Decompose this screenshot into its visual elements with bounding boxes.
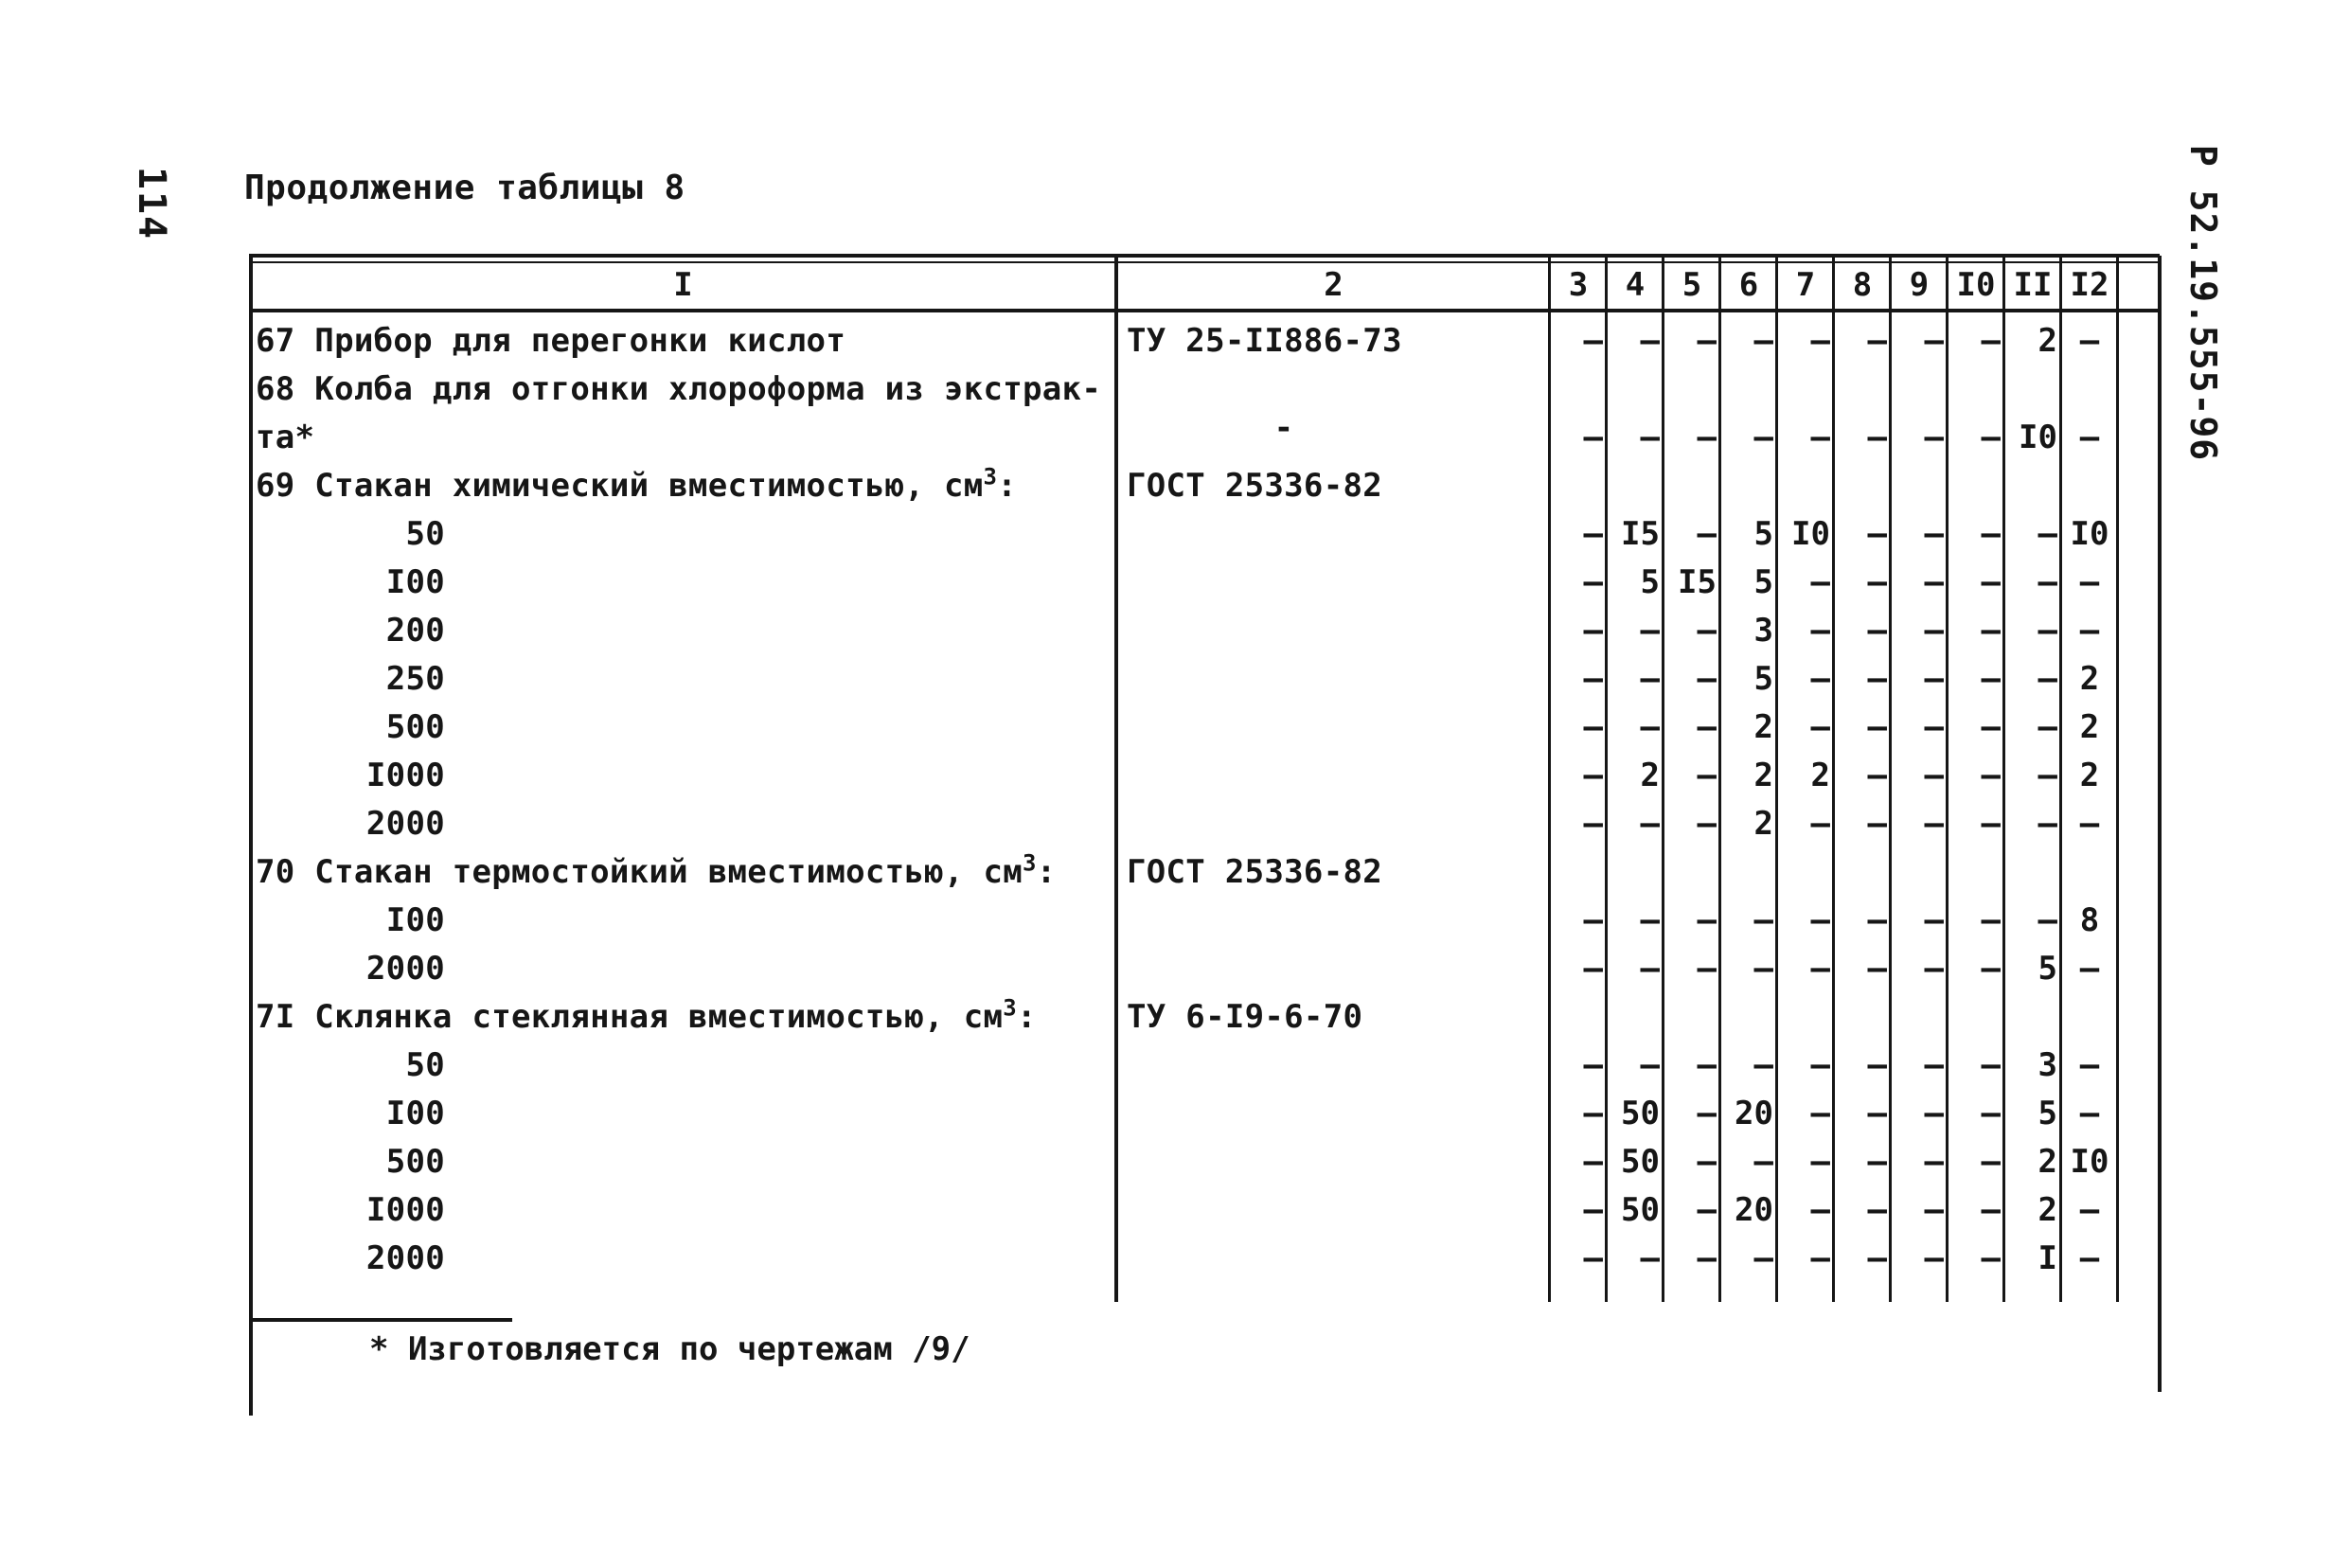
table-cell: —: [2079, 950, 2100, 988]
table-cell: 2: [1640, 757, 1660, 794]
table-cell: —: [1753, 1046, 1773, 1084]
table-cell: —: [1981, 950, 2001, 988]
table-cell: 5: [1753, 660, 1773, 698]
table-cell: —: [1810, 1239, 1830, 1277]
table-cell: —: [1924, 950, 1944, 988]
table-cell: —: [1867, 708, 1887, 746]
row-subitem-label: 50: [405, 515, 445, 553]
table-cell: I5: [1678, 563, 1717, 601]
table-cell: —: [1583, 1143, 1603, 1181]
table-cell: —: [2079, 1095, 2100, 1132]
table-cell: —: [1867, 419, 1887, 456]
table-cell: —: [2038, 515, 2057, 553]
column-header: 7: [1795, 266, 1816, 304]
table-cell: —: [1867, 660, 1887, 698]
table-cell: 5: [2038, 950, 2057, 988]
table-cell: —: [1583, 1095, 1603, 1132]
table-cell: —: [1810, 563, 1830, 601]
table-cell: —: [2079, 1239, 2100, 1277]
table-cell: —: [1867, 563, 1887, 601]
footnote-rule: [249, 1318, 512, 1322]
table-cell: 50: [1621, 1095, 1660, 1132]
table-cell: —: [1810, 901, 1830, 939]
table-cell: 20: [1735, 1095, 1773, 1132]
normative-document: ГОСТ 25336-82: [1127, 467, 1383, 505]
table-caption: Продолжение таблицы 8: [244, 169, 685, 207]
column-header: 9: [1909, 266, 1930, 304]
table-cell: —: [1867, 757, 1887, 794]
table-cell: I0: [2019, 419, 2057, 456]
table-cell: —: [1810, 1046, 1830, 1084]
row-subitem-label: 2000: [365, 950, 445, 988]
table-cell: —: [2038, 660, 2057, 698]
normative-document: -: [1273, 409, 1294, 447]
table-cell: —: [1810, 419, 1830, 456]
table-cell: —: [1981, 757, 2001, 794]
table-cell: —: [1583, 1239, 1603, 1277]
table-cell: —: [1583, 805, 1603, 843]
table-cell: —: [1640, 660, 1660, 698]
footnote: * Изготовляется по чертежам /9/: [369, 1330, 970, 1368]
table-cell: —: [1924, 1095, 1944, 1132]
table-cell: —: [2079, 419, 2100, 456]
table-cell: —: [1753, 901, 1773, 939]
table-cell: —: [1583, 612, 1603, 650]
table-cell: 5: [1640, 563, 1660, 601]
column-header: 6: [1738, 266, 1759, 304]
table-cell: —: [1981, 1095, 2001, 1132]
table-cell: I5: [1621, 515, 1660, 553]
table-cell: —: [1583, 901, 1603, 939]
table-cell: —: [1981, 612, 2001, 650]
table-cell: —: [1981, 419, 2001, 456]
table-cell: —: [1753, 419, 1773, 456]
column-header: 3: [1568, 266, 1589, 304]
table-cell: —: [1697, 1046, 1717, 1084]
table-cell: —: [1640, 950, 1660, 988]
table-cell: —: [2038, 901, 2057, 939]
table-cell: —: [1924, 1239, 1944, 1277]
column-divider: [1114, 256, 1118, 1302]
table-cell: 2: [2079, 660, 2100, 698]
table-cell: —: [1697, 515, 1717, 553]
table-cell: —: [1867, 1095, 1887, 1132]
table-cell: —: [1810, 805, 1830, 843]
column-header: 8: [1852, 266, 1873, 304]
table-cell: —: [1924, 660, 1944, 698]
table-cell: —: [1583, 322, 1603, 360]
row-subitem-label: 2000: [365, 805, 445, 843]
table-cell: —: [2079, 805, 2100, 843]
table-cell: —: [1924, 515, 1944, 553]
table-cell: 8: [2079, 901, 2100, 939]
table-cell: —: [1753, 1239, 1773, 1277]
table-cell: —: [1697, 901, 1717, 939]
row-subitem-label: I00: [385, 563, 445, 601]
table-cell: —: [1867, 1191, 1887, 1229]
table-cell: —: [1583, 563, 1603, 601]
table-cell: —: [1867, 901, 1887, 939]
column-header: I: [673, 266, 693, 304]
table-cell: —: [1981, 1191, 2001, 1229]
row-label: 69 Стакан химический вместимостью, $см^3$:: [256, 463, 1018, 505]
row-subitem-label: I000: [365, 1191, 445, 1229]
table-cell: 3: [1753, 612, 1773, 650]
table-cell: 2: [2038, 1191, 2057, 1229]
table-cell: —: [1924, 901, 1944, 939]
table-cell: —: [1697, 708, 1717, 746]
table-cell: —: [1867, 1143, 1887, 1181]
table-cell: I0: [2070, 1143, 2109, 1181]
row-subitem-label: 500: [385, 708, 445, 746]
normative-document: ГОСТ 25336-82: [1127, 853, 1383, 891]
normative-document: ТУ 6-I9-6-70: [1127, 998, 1363, 1036]
table-cell: —: [1697, 419, 1717, 456]
table-cell: —: [1697, 805, 1717, 843]
table-cell: I: [2038, 1239, 2057, 1277]
row-label: 70 Стакан термостойкий вместимостью, $см^3$:: [256, 849, 1057, 891]
table-cell: —: [1924, 419, 1944, 456]
column-header: I2: [2070, 266, 2109, 304]
table-cell: —: [1640, 708, 1660, 746]
table-cell: —: [2079, 612, 2100, 650]
table-cell: —: [1810, 1095, 1830, 1132]
table-cell: —: [1640, 322, 1660, 360]
table-cell: —: [1981, 563, 2001, 601]
table-cell: —: [1640, 1046, 1660, 1084]
table-cell: —: [1981, 322, 2001, 360]
document-code: Р 52.19.555-96: [2182, 144, 2224, 462]
row-label: 7I Склянка стеклянная вместимостью, $см^3$:: [256, 994, 1037, 1036]
normative-document: ТУ 25-II886-73: [1127, 322, 1402, 360]
table-cell: —: [1810, 612, 1830, 650]
table-cell: —: [1753, 322, 1773, 360]
table-cell: —: [1583, 950, 1603, 988]
table-cell: —: [1697, 660, 1717, 698]
table-cell: 2: [2079, 708, 2100, 746]
table-cell: 3: [2038, 1046, 2057, 1084]
table-cell: 2: [1810, 757, 1830, 794]
table-cell: —: [1810, 660, 1830, 698]
table-cell: —: [1697, 757, 1717, 794]
page-number: 114: [130, 166, 173, 241]
column-header: I0: [1956, 266, 1996, 304]
table-cell: —: [1867, 805, 1887, 843]
column-header: 4: [1625, 266, 1646, 304]
table-cell: 5: [1753, 515, 1773, 553]
table-cell: —: [1640, 901, 1660, 939]
table-cell: —: [1924, 757, 1944, 794]
table-cell: 2: [2079, 757, 2100, 794]
table-cell: 2: [2038, 322, 2057, 360]
table-cell: —: [1753, 1143, 1773, 1181]
table-cell: —: [1583, 419, 1603, 456]
table-cell: —: [1867, 950, 1887, 988]
column-header: 2: [1324, 266, 1344, 304]
table-cell: —: [2079, 1046, 2100, 1084]
table-cell: —: [1753, 950, 1773, 988]
column-header: 5: [1682, 266, 1702, 304]
table-cell: —: [1640, 419, 1660, 456]
table-cell: —: [1697, 950, 1717, 988]
table-cell: —: [1981, 515, 2001, 553]
table-cell: —: [1810, 1143, 1830, 1181]
table-cell: —: [2038, 708, 2057, 746]
table-cell: —: [1867, 515, 1887, 553]
table-cell: —: [1697, 1191, 1717, 1229]
table-cell: I0: [1791, 515, 1830, 553]
table-cell: 2: [1753, 708, 1773, 746]
row-subitem-label: 500: [385, 1143, 445, 1181]
table-cell: I0: [2070, 515, 2109, 553]
table-cell: —: [1981, 1143, 2001, 1181]
table-top-rule: [249, 254, 2160, 258]
table-cell: 5: [2038, 1095, 2057, 1132]
left-border: [249, 256, 253, 1416]
row-subitem-label: I000: [365, 757, 445, 794]
right-border: [2158, 256, 2162, 1392]
table-cell: —: [1697, 1239, 1717, 1277]
table-cell: —: [1810, 708, 1830, 746]
table-cell: —: [1583, 515, 1603, 553]
table-cell: —: [2038, 805, 2057, 843]
table-cell: 2: [1753, 805, 1773, 843]
table-cell: —: [1981, 901, 2001, 939]
row-subitem-label: 200: [385, 612, 445, 650]
row-subitem-label: I00: [385, 901, 445, 939]
table-cell: —: [1810, 322, 1830, 360]
table-cell: —: [2079, 563, 2100, 601]
table-cell: —: [2038, 612, 2057, 650]
table-cell: —: [1924, 322, 1944, 360]
row-subitem-label: 250: [385, 660, 445, 698]
table-cell: —: [2038, 563, 2057, 601]
table-cell: —: [1583, 1046, 1603, 1084]
table-cell: —: [1697, 1095, 1717, 1132]
table-cell: —: [1640, 805, 1660, 843]
table-cell: —: [1981, 660, 2001, 698]
table-cell: —: [2038, 757, 2057, 794]
table-cell: 2: [1753, 757, 1773, 794]
table-cell: —: [2079, 1191, 2100, 1229]
table-cell: —: [1981, 1239, 2001, 1277]
table-cell: —: [1697, 322, 1717, 360]
table-cell: —: [1924, 708, 1944, 746]
table-cell: —: [1810, 1191, 1830, 1229]
row-subitem-label: 2000: [365, 1239, 445, 1277]
table-cell: —: [1697, 612, 1717, 650]
table-cell: 50: [1621, 1143, 1660, 1181]
table-cell: —: [1697, 1143, 1717, 1181]
table-cell: —: [1867, 1239, 1887, 1277]
header-bottom-rule: [249, 309, 2160, 312]
table-cell: —: [1640, 612, 1660, 650]
table-cell: —: [1867, 322, 1887, 360]
table-cell: —: [1583, 1191, 1603, 1229]
table-cell: —: [1583, 660, 1603, 698]
table-cell: 5: [1753, 563, 1773, 601]
table-cell: —: [1810, 950, 1830, 988]
column-header: II: [2013, 266, 2053, 304]
row-label: та*: [256, 419, 315, 456]
table-cell: —: [1924, 563, 1944, 601]
table-cell: —: [1867, 1046, 1887, 1084]
table-cell: —: [1924, 805, 1944, 843]
table-cell: —: [1924, 1191, 1944, 1229]
table-cell: —: [1981, 1046, 2001, 1084]
table-cell: —: [1867, 612, 1887, 650]
table-cell: —: [1640, 1239, 1660, 1277]
table-cell: 50: [1621, 1191, 1660, 1229]
table-cell: —: [2079, 322, 2100, 360]
table-cell: —: [1924, 612, 1944, 650]
table-cell: —: [1981, 805, 2001, 843]
row-label: 67 Прибор для перегонки кислот: [256, 322, 846, 360]
table-cell: 20: [1735, 1191, 1773, 1229]
table-cell: 2: [2038, 1143, 2057, 1181]
table-cell: —: [1583, 757, 1603, 794]
row-label: 68 Колба для отгонки хлороформа из экстрак-: [256, 370, 1102, 408]
table-cell: —: [1583, 708, 1603, 746]
table-cell: —: [1924, 1046, 1944, 1084]
table-cell: —: [1981, 708, 2001, 746]
row-subitem-label: 50: [405, 1046, 445, 1084]
row-subitem-label: I00: [385, 1095, 445, 1132]
table-cell: —: [1924, 1143, 1944, 1181]
